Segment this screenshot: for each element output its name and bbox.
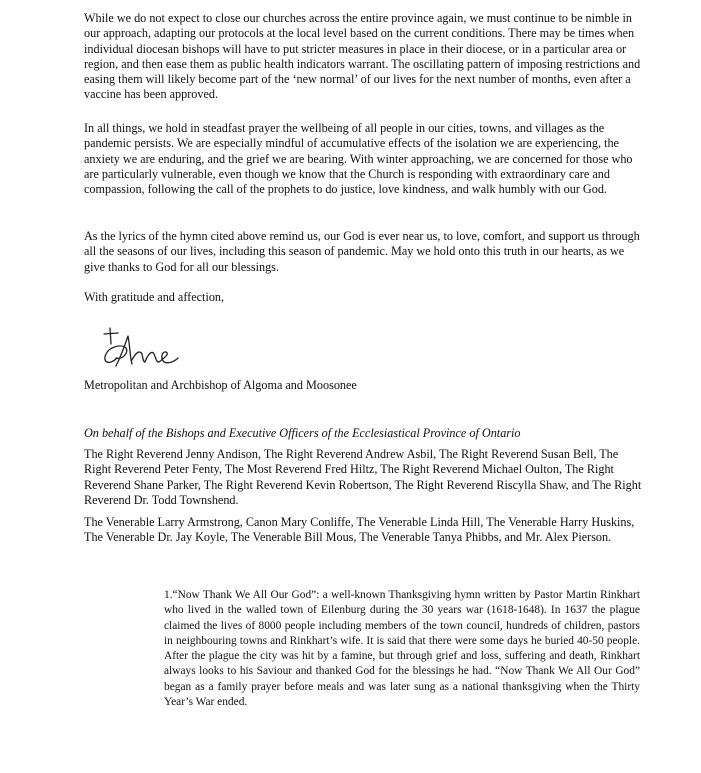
- body-paragraph-3: As the lyrics of the hymn cited above remind us, our God is ever near us, to love, comfort, and support us through all the seasons of our lives, including this season of pandemic. May we hold onto this truth in our hearts, as we give thanks to God for all our blessings.: [84, 229, 640, 274]
- footnote-hymn: 1.“Now Thank We All Our God”: a well-known Thanksgiving hymn written by Pastor Martin Rinkhart who lived in the walled town of Eilenburg during the 30 years war (1618-1648). In 1637 the plague claimed the lives of 8000 people including members of the town council, hundreds of children, pastors in neighbouring towns and Rinkhart’s wife. It is said that there were some days he buried 40-50 people. After the plague the city was hit by a famine, but through grief and loss, suffering and death, Rinkhart always looks to his Saviour and thanked God for the blessings he had. “Now Thank We All Our God” began as a family prayer before meals and was later sung as a national thanksgiving when the Thirty Year’s War ended.: [164, 589, 640, 709]
- handwritten-signature: [96, 318, 196, 376]
- signatories-heading: On behalf of the Bishops and Executive Officers of the Ecclesiastical Province of Ontario: [84, 426, 521, 440]
- signatory-title: Metropolitan and Archbishop of Algoma and Moosonee: [84, 378, 357, 392]
- bishops-list: The Right Reverend Jenny Andison, The Right Reverend Andrew Asbil, The Right Reverend Susan Bell, The Right Reverend Peter Fenty, The Most Reverend Fred Hiltz, The Right Reverend Michael Oulton, The Right Reverend Shane Parker, The Right Reverend Kevin Robertson, The Right Reverend Riscylla Shaw, and The Right Reverend Dr. Todd Townshend.: [84, 447, 642, 507]
- venerables-list: The Venerable Larry Armstrong, Canon Mary Conliffe, The Venerable Linda Hill, The Venerable Harry Huskins, The Venerable Dr. Jay Koyle, The Venerable Bill Mous, The Venerable Tanya Phibbs, and Mr. Alex Pierson.: [84, 515, 635, 545]
- closing-line: With gratitude and affection,: [84, 290, 225, 304]
- body-paragraph-2: In all things, we hold in steadfast prayer the wellbeing of all people in our cities, towns, and villages as the pandemic persists. We are especially mindful of accumulative effects of the isolation we are experiencing, the anxiety we are enduring, and the grief we are bearing. With winter approaching, we are concerned for those who are particularly vulnerable, even though we know that the Church is responding with extraordinary care and compassion, following the call of the prophets to do justice, love kindness, and walk humbly with our God.: [84, 121, 633, 197]
- body-paragraph-1: While we do not expect to close our churches across the entire province again, we must continue to be nimble in our approach, adapting our protocols at the local level based on the current conditions. There may be times when individual diocesan bishops will have to put stricter measures in place in their diocese, or in a particular area or region, and then ease them as public health indicators warrant. The oscillating pattern of imposing restrictions and easing them will likely become part of the ‘new normal’ of our lives for the next number of months, even after a vaccine has been approved.: [84, 11, 641, 102]
